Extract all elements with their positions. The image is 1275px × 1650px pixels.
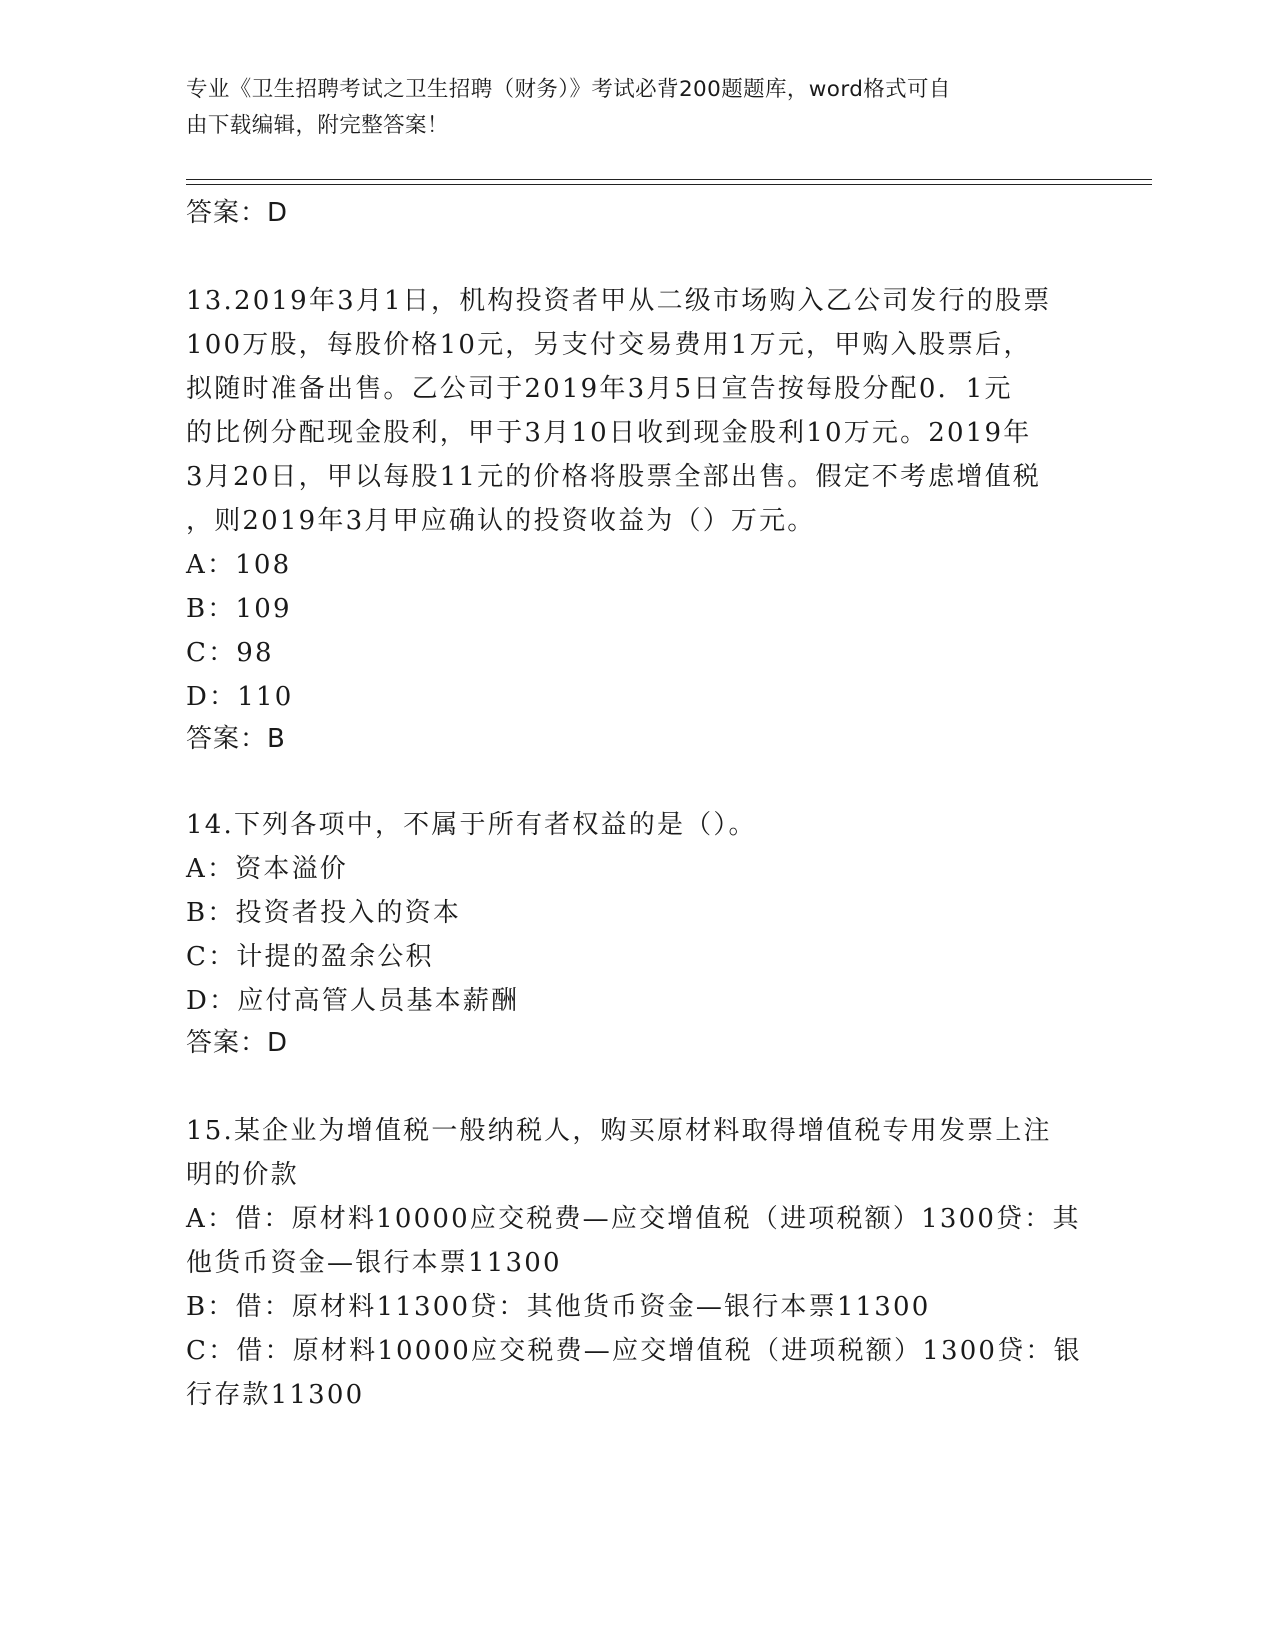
- q13-text-line: 100万股，每股价格10元，另支付交易费用1万元，甲购入股票后，: [186, 330, 1032, 360]
- answer-q14: 答案：D: [186, 1028, 289, 1058]
- q15-text-line: 明的价款: [186, 1160, 299, 1190]
- q15-option-a: A：借：原材料10000应交税费—应交增值税（进项税额）1300贷：其: [186, 1204, 1081, 1234]
- q13-option-d: D：110: [186, 682, 294, 712]
- q14-option-a: A：资本溢价: [186, 854, 348, 884]
- q14-option-b: B：投资者投入的资本: [186, 898, 462, 928]
- q13-text-line: 13.2019年3月1日，机构投资者甲从二级市场购入乙公司发行的股票: [186, 286, 1052, 316]
- header-rule-top: [186, 179, 1152, 180]
- q15-option-c: C：借：原材料10000应交税费—应交增值税（进项税额）1300贷：银: [186, 1336, 1082, 1366]
- q13-option-c: C：98: [186, 638, 274, 668]
- answer-q12: 答案：D: [186, 198, 289, 228]
- q14-text-line: 14.下列各项中，不属于所有者权益的是（）。: [186, 810, 757, 840]
- header-line-1: 专业《卫生招聘考试之卫生招聘（财务）》考试必背200题题库，word格式可自: [186, 77, 951, 102]
- q13-text-line: ，则2019年3月甲应确认的投资收益为（）万元。: [186, 506, 816, 536]
- answer-q13: 答案：B: [186, 724, 286, 754]
- q14-option-c: C：计提的盈余公积: [186, 942, 434, 972]
- document-header: [186, 72, 1066, 144]
- q14-option-d: D：应付高管人员基本薪酬: [186, 986, 520, 1016]
- q13-text-line: 3月20日，甲以每股11元的价格将股票全部出售。假定不考虑增值税: [186, 462, 1042, 492]
- q13-option-b: B：109: [186, 594, 292, 624]
- q15-option-a-cont: 他货币资金—银行本票11300: [186, 1248, 562, 1278]
- q13-text-line: 拟随时准备出售。乙公司于2019年3月5日宣告按每股分配0．1元: [186, 374, 1013, 404]
- q13-text-line: 的比例分配现金股利，甲于3月10日收到现金股利10万元。2019年: [186, 418, 1032, 448]
- q13-option-a: A：108: [186, 550, 292, 580]
- q15-option-b: B：借：原材料11300贷：其他货币资金—银行本票11300: [186, 1292, 931, 1322]
- q15-option-c-cont: 行存款11300: [186, 1380, 365, 1410]
- header-line-2: 由下载编辑，附完整答案！: [186, 113, 449, 138]
- q15-text-line: 15.某企业为增值税一般纳税人，购买原材料取得增值税专用发票上注: [186, 1116, 1052, 1146]
- header-rule-bottom: [186, 184, 1152, 185]
